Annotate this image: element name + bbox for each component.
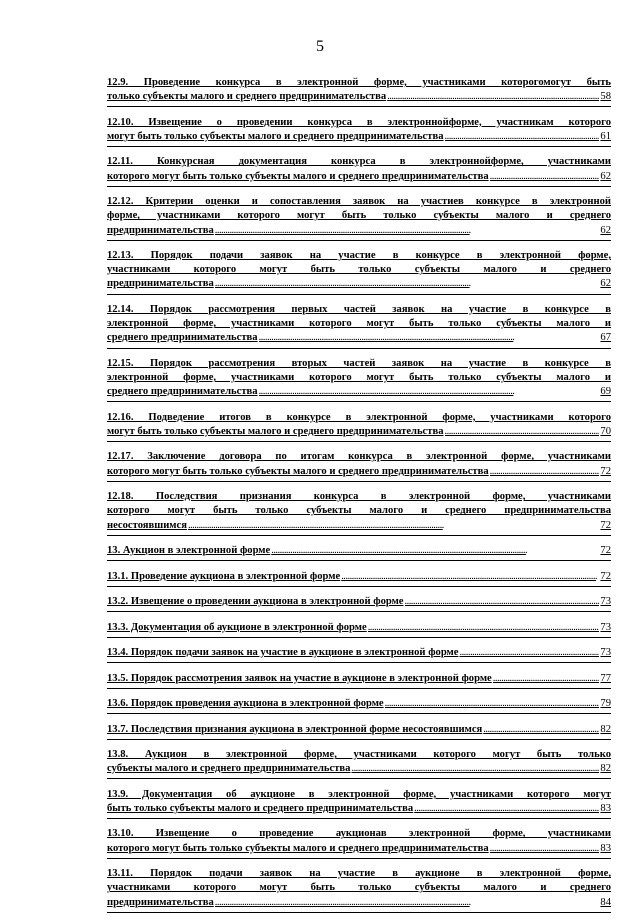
toc-entry-page: 62	[600, 224, 611, 236]
toc-entry-title: 13.2. Извещение о проведении аукциона в электронной форме	[107, 596, 404, 608]
toc-entry-title: которого могут быть только субъекты малого и среднего предпринимательства	[107, 465, 489, 477]
toc-entry-title: только субъекты малого и среднего предпринимательства	[107, 91, 387, 103]
dot-leader	[405, 595, 600, 609]
toc-entry[interactable]	[107, 748, 611, 779]
toc-entry[interactable]	[107, 116, 611, 147]
toc-entry-title: могут быть только субъекты малого и среднего предпринимательства	[107, 130, 444, 142]
toc-entry-title: предпринимательства	[107, 896, 214, 908]
toc-entry-lines	[107, 303, 611, 331]
toc-entry-line: форме, участниками которого могут быть только субъекты малого и среднего	[107, 210, 611, 222]
toc-entry-page: 84	[600, 896, 611, 908]
dot-leader	[215, 224, 600, 238]
dot-leader	[215, 896, 600, 910]
toc-entry-lines	[107, 116, 611, 130]
toc-entry-title: субъекты малого и среднего предпринимательства	[107, 763, 351, 775]
toc-entry-title: несостоявшимся	[107, 519, 187, 531]
dot-leader	[493, 672, 600, 686]
toc-entry-lines	[107, 249, 611, 277]
toc-entry-line: 12.14. Порядок рассмотрения первых частей заявок на участие в конкурсе в	[107, 303, 611, 315]
toc-entry[interactable]	[107, 788, 611, 819]
toc-entry[interactable]	[107, 595, 611, 612]
toc-entry-lines	[107, 867, 611, 895]
toc-entry-lines	[107, 411, 611, 425]
toc-entry-lines	[107, 490, 611, 518]
toc-entry-title: которого могут быть только субъекты малого и среднего предпринимательства	[107, 170, 489, 182]
toc-entry[interactable]	[107, 490, 611, 536]
dot-leader	[351, 762, 599, 776]
toc-entry-line: 13.9. Документация об аукционе в электронной форме, участниками которого могут	[107, 788, 611, 800]
toc-entry-page: 70	[600, 425, 611, 437]
toc-entry-line: 12.13. Порядок подачи заявок на участие в конкурсе в электронной форме,	[107, 250, 611, 262]
dot-leader	[368, 621, 600, 635]
toc-entry[interactable]	[107, 357, 611, 403]
toc-entry-line: участниками которого могут быть только субъекты малого и среднего	[107, 264, 611, 276]
toc-entry-line: 12.16. Подведение итогов в конкурсе в электронной форме, участниками которого	[107, 411, 611, 423]
toc-entry-page: 83	[600, 802, 611, 814]
toc-entry-title: 13.6. Порядок проведения аукциона в электронной форме	[107, 698, 384, 710]
toc-entry[interactable]	[107, 195, 611, 241]
toc-entry[interactable]	[107, 155, 611, 186]
toc-entry-page: 69	[600, 386, 611, 398]
toc-entry-lines	[107, 450, 611, 464]
toc-entry-page: 62	[600, 170, 611, 182]
page-number: 5	[316, 38, 324, 55]
toc-entry-line: 13.8. Аукцион в электронной форме, участниками которого могут быть только	[107, 749, 611, 761]
toc-entry-line: 12.9. Проведение конкурса в электронной форме, участниками которогомогут быть	[107, 77, 611, 88]
toc-entry-lines	[107, 195, 611, 223]
toc-entry-title: среднего предпринимательства	[107, 386, 258, 398]
dot-leader	[414, 802, 599, 816]
dot-leader	[259, 385, 600, 399]
toc-entry[interactable]	[107, 411, 611, 442]
toc-entry-title: среднего предпринимательства	[107, 332, 258, 344]
toc-entry[interactable]	[107, 672, 611, 689]
toc-entry-title: быть только субъекты малого и среднего предпринимательства	[107, 802, 414, 814]
toc-entry-line: которого могут быть только субъекты малого и среднего предпринимательства	[107, 505, 611, 517]
toc-entry-title: 13.5. Порядок рассмотрения заявок на участие в аукционе в электронной форме	[107, 672, 492, 684]
toc-entry-page: 67	[600, 332, 611, 344]
toc-entry-lines	[107, 357, 611, 385]
toc-entry-line: 12.12. Критерии оценки и сопоставления заявок на участиев конкурсе в электронной	[107, 196, 611, 208]
toc-entry-page: 83	[600, 842, 611, 854]
toc-entry[interactable]	[107, 867, 611, 913]
dot-leader	[483, 723, 599, 737]
toc-entry[interactable]	[107, 621, 611, 638]
toc-entry-title: 13. Аукцион в электронной форме	[107, 545, 271, 557]
toc-entry-title: предпринимательства	[107, 224, 214, 236]
toc-entry-line: электронной форме, участниками которого могут быть только субъекты малого и	[107, 372, 611, 384]
dot-leader	[259, 331, 600, 345]
dot-leader	[459, 646, 599, 660]
toc-entry[interactable]	[107, 723, 611, 740]
toc-entry-lines	[107, 155, 611, 169]
toc-entry[interactable]	[107, 646, 611, 663]
toc-entry-line: 13.10. Извещение о проведение аукционав электронной форме, участниками	[107, 828, 611, 840]
toc-entry-lines	[107, 827, 611, 841]
toc-entry[interactable]	[107, 450, 611, 481]
dot-leader	[188, 519, 599, 533]
toc-entry-title: 13.4. Порядок подачи заявок на участие в аукционе в электронной форме	[107, 647, 459, 659]
toc-entry-title: 13.7. Последствия признания аукциона в электронной форме несостоявшимся	[107, 723, 483, 735]
dot-leader	[387, 90, 599, 104]
toc-entry-title: 13.3. Документация об аукционе в электронной форме	[107, 621, 367, 633]
toc-entry-page: 73	[600, 647, 611, 659]
toc-entry-page: 77	[600, 672, 611, 684]
toc-entry-line: 12.11. Конкурсная документация конкурса в электроннойформе, участниками	[107, 156, 611, 168]
dot-leader	[490, 842, 600, 856]
toc-entry-page: 58	[600, 91, 611, 103]
toc-entry-line: 13.11. Порядок подачи заявок на участие в аукционе в электронной форме,	[107, 868, 611, 880]
dot-leader	[271, 544, 599, 558]
toc-entry-line: участниками которого могут быть только субъекты малого и среднего	[107, 882, 611, 894]
toc-entry-title: могут быть только субъекты малого и среднего предпринимательства	[107, 425, 444, 437]
toc-entry-title: которого могут быть только субъекты малого и среднего предпринимательства	[107, 842, 489, 854]
toc-entry-page: 72	[600, 545, 611, 557]
toc-entry-page: 72	[600, 519, 611, 531]
dot-leader	[490, 170, 600, 184]
toc-entry-lines	[107, 76, 611, 90]
toc-entry-line: 12.17. Заключение договора по итогам конкурса в электронной форме, участниками	[107, 451, 611, 463]
toc-entry-page: 72	[600, 465, 611, 477]
toc-entry-lines	[107, 748, 611, 762]
toc-entry-title: предпринимательства	[107, 278, 214, 290]
toc-entry-line: 12.10. Извещение о проведении конкурса в электроннойформе, участникам которого	[107, 116, 611, 128]
dot-leader	[215, 277, 600, 291]
toc-entry-title: 13.1. Проведение аукциона в электронной форме	[107, 570, 341, 582]
dot-leader	[445, 130, 600, 144]
toc-entry-line: 12.15. Порядок рассмотрения вторых частей заявок на участие в конкурсе в	[107, 357, 611, 369]
toc-entry-page: 61	[600, 130, 611, 142]
toc-entry-page: 82	[600, 723, 611, 735]
toc-entry-line: электронной форме, участниками которого могут быть только субъекты малого и	[107, 318, 611, 330]
toc-entry-line: 12.18. Последствия признания конкурса в электронной форме, участниками	[107, 491, 611, 503]
toc-entry-lines	[107, 788, 611, 802]
dot-leader	[445, 425, 600, 439]
toc-entry[interactable]	[107, 827, 611, 858]
toc-entry-page: 73	[600, 621, 611, 633]
toc-entry-page: 72	[600, 570, 611, 582]
dot-leader	[341, 570, 599, 584]
toc-entry-page: 73	[600, 596, 611, 608]
dot-leader	[490, 465, 600, 479]
toc-entry[interactable]	[107, 544, 611, 561]
toc-entry[interactable]	[107, 303, 611, 349]
toc-entry-page: 82	[600, 763, 611, 775]
toc-entry[interactable]	[107, 697, 611, 714]
dot-leader	[385, 697, 600, 711]
toc-entry[interactable]	[107, 76, 611, 107]
toc-entry[interactable]	[107, 570, 611, 587]
table-of-contents	[107, 76, 611, 921]
toc-entry-page: 79	[600, 698, 611, 710]
toc-entry-page: 62	[600, 278, 611, 290]
toc-entry[interactable]	[107, 249, 611, 295]
